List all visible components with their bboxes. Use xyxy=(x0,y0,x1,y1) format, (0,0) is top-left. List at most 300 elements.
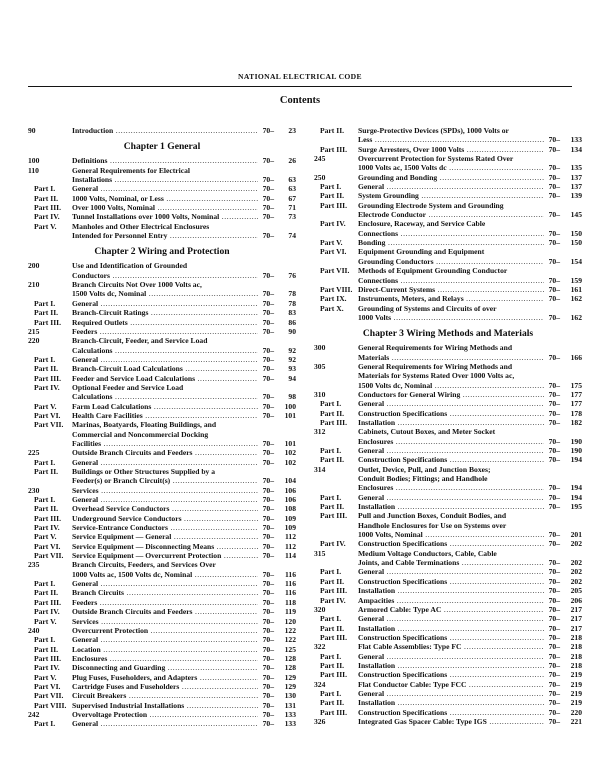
toc-page-prefix: 70– xyxy=(548,614,560,624)
toc-entry-title-text: Direct-Current Systems ..... xyxy=(358,285,544,294)
toc-entry-title-text: Construction Specifications ..... xyxy=(358,577,544,586)
toc-page-number: 202 xyxy=(570,539,582,549)
toc-entry[interactable] xyxy=(28,560,296,569)
toc-entry-part: Part II. xyxy=(34,644,59,654)
toc-entry[interactable] xyxy=(314,446,582,455)
toc-entry[interactable] xyxy=(314,567,582,576)
toc-page-number: 221 xyxy=(570,716,582,726)
toc-entry[interactable] xyxy=(314,182,582,191)
toc-entry[interactable] xyxy=(28,663,296,672)
toc-entry-part: Part I. xyxy=(320,614,342,624)
toc-entry[interactable] xyxy=(314,418,582,427)
toc-entry[interactable] xyxy=(314,521,582,530)
toc-entry[interactable] xyxy=(28,430,296,439)
toc-page-prefix: 70– xyxy=(262,203,274,213)
toc-entry-title-text: General Requirements for Electrical xyxy=(72,165,191,175)
toc-entry[interactable] xyxy=(314,257,582,266)
toc-entry-part: Part VII. xyxy=(320,266,350,276)
toc-entry[interactable] xyxy=(28,579,296,588)
toc-entry[interactable] xyxy=(28,289,296,298)
toc-entry-title-text: Location ..... xyxy=(72,645,258,654)
toc-entry-part: Part III. xyxy=(34,513,61,523)
toc-entry-part: Part II. xyxy=(320,191,345,201)
toc-entry-title xyxy=(358,717,544,726)
toc-entry[interactable] xyxy=(28,374,296,383)
chapter-heading: Chapter 3 Wiring Methods and Materials xyxy=(362,327,534,339)
toc-entry[interactable] xyxy=(28,336,296,345)
toc-entry[interactable] xyxy=(28,383,296,392)
toc-entry-title xyxy=(358,680,544,689)
toc-page-prefix: 70– xyxy=(262,317,274,327)
toc-page-number: 159 xyxy=(570,275,582,285)
toc-page-number: 108 xyxy=(284,504,296,514)
toc-entry-title xyxy=(358,266,544,275)
toc-entry-title-text: Surge Arresters, Over 1000 Volts ..... xyxy=(358,145,544,154)
toc-entry-title xyxy=(72,458,258,467)
toc-page-number: 112 xyxy=(285,541,296,551)
toc-page-prefix: 70– xyxy=(262,523,274,533)
toc-page-number: 78 xyxy=(288,289,296,299)
toc-entry[interactable] xyxy=(314,624,582,633)
toc-entry-title-text: General ..... xyxy=(358,689,544,698)
toc-entry[interactable] xyxy=(28,635,296,644)
toc-entry[interactable] xyxy=(28,411,296,420)
toc-entry[interactable] xyxy=(314,474,582,483)
toc-entry-part: Part II. xyxy=(320,623,345,633)
toc-page-prefix: 70– xyxy=(262,532,274,542)
toc-entry[interactable] xyxy=(314,285,582,294)
toc-entry[interactable] xyxy=(314,343,582,352)
toc-entry-title-text: Marinas, Boatyards, Floating Buildings, and xyxy=(72,420,217,430)
toc-entry[interactable] xyxy=(28,551,296,560)
toc-entry[interactable] xyxy=(314,294,582,303)
toc-entry-title-text: 1500 Volts dc, Nominal ..... xyxy=(72,289,258,298)
toc-entry[interactable] xyxy=(28,570,296,579)
toc-entry[interactable] xyxy=(314,680,582,689)
toc-entry-title xyxy=(72,420,258,429)
toc-entry[interactable] xyxy=(314,313,582,322)
toc-page-number: 218 xyxy=(570,642,582,652)
toc-page-number: 78 xyxy=(288,298,296,308)
toc-entry-part: Part III. xyxy=(34,373,61,383)
toc-entry[interactable] xyxy=(314,586,582,595)
toc-entry-title-text: Materials for Systems Rated Over 1000 Volts ac, xyxy=(358,371,515,381)
toc-page-prefix: 70– xyxy=(548,352,560,362)
toc-entry-title xyxy=(72,308,258,317)
toc-entry-title-text: Grounding Conductors ..... xyxy=(358,257,544,266)
toc-entry[interactable] xyxy=(28,476,296,485)
toc-entry[interactable] xyxy=(314,362,582,371)
toc-entry-title xyxy=(358,247,544,256)
toc-entry[interactable] xyxy=(314,493,582,502)
toc-entry[interactable] xyxy=(314,304,582,313)
toc-page-number: 219 xyxy=(570,698,582,708)
toc-page-number: 217 xyxy=(570,623,582,633)
toc-entry-title xyxy=(358,145,544,154)
toc-entry[interactable] xyxy=(28,203,296,212)
toc-entry[interactable] xyxy=(28,448,296,457)
toc-entry[interactable] xyxy=(314,577,582,586)
toc-entry[interactable] xyxy=(28,532,296,541)
toc-page-number: 74 xyxy=(288,231,296,241)
toc-entry[interactable] xyxy=(314,539,582,548)
toc-entry[interactable] xyxy=(314,708,582,717)
toc-entry[interactable] xyxy=(314,126,582,135)
toc-entry-title-text: Feeders ..... xyxy=(72,327,258,336)
toc-entry-part: Part II. xyxy=(320,408,345,418)
toc-entry[interactable] xyxy=(314,229,582,238)
toc-entry-title xyxy=(358,409,544,418)
toc-entry[interactable] xyxy=(314,238,582,247)
toc-entry-part: Part IV. xyxy=(34,607,60,617)
toc-entry-title xyxy=(72,439,258,448)
toc-entry[interactable] xyxy=(28,467,296,476)
toc-entry-title-text: Over 1000 Volts, Nominal ..... xyxy=(72,203,258,212)
toc-entry[interactable] xyxy=(314,353,582,362)
toc-page-number: 102 xyxy=(284,448,296,458)
toc-page-prefix: 70– xyxy=(262,410,274,420)
toc-entry[interactable] xyxy=(28,673,296,682)
toc-entry[interactable] xyxy=(28,156,296,165)
toc-entry-number: 100 xyxy=(28,156,40,166)
toc-page-prefix: 70– xyxy=(262,616,274,626)
toc-entry-part: Part VII. xyxy=(34,551,64,561)
toc-entry[interactable] xyxy=(314,276,582,285)
toc-entry-title xyxy=(358,596,544,605)
toc-entry-title-text: Required Outlets ..... xyxy=(72,318,258,327)
toc-entry-title-text: Enclosure, Raceway, and Service Cable xyxy=(358,219,486,229)
toc-entry-title-text: Bonding ..... xyxy=(358,238,544,247)
toc-entry[interactable] xyxy=(28,364,296,373)
running-head-area xyxy=(28,72,572,90)
toc-entry-title xyxy=(358,558,544,567)
toc-entry[interactable] xyxy=(314,605,582,614)
toc-entry-title-text: General ..... xyxy=(358,652,544,661)
toc-entry-part: Part I. xyxy=(34,298,56,308)
toc-entry-title-text: General ..... xyxy=(72,635,258,644)
toc-page-number: 101 xyxy=(284,410,296,420)
toc-entry-title xyxy=(358,399,544,408)
toc-entry-title xyxy=(72,383,258,392)
toc-entry-title-text: Less ..... xyxy=(358,135,544,144)
toc-entry-title xyxy=(72,719,258,728)
toc-entry-number: 326 xyxy=(314,716,326,726)
toc-entry-part: Part IV. xyxy=(320,219,346,229)
toc-entry[interactable] xyxy=(28,271,296,280)
toc-page-number: 122 xyxy=(284,625,296,635)
toc-entry[interactable] xyxy=(28,607,296,616)
toc-entry-title-text: Overvoltage Protection ..... xyxy=(72,710,258,719)
toc-entry-number: 322 xyxy=(314,642,326,652)
toc-entry[interactable] xyxy=(28,523,296,532)
toc-page-number: 219 xyxy=(570,670,582,680)
toc-entry-title xyxy=(72,402,258,411)
toc-entry[interactable] xyxy=(28,280,296,289)
toc-entry-title-text: General ..... xyxy=(358,614,544,623)
toc-page-number: 150 xyxy=(570,238,582,248)
toc-page-number: 92 xyxy=(288,345,296,355)
toc-page-prefix: 70– xyxy=(262,476,274,486)
toc-entry-part: Part II. xyxy=(320,576,345,586)
toc-entry[interactable] xyxy=(314,717,582,726)
toc-page-prefix: 70– xyxy=(548,284,560,294)
toc-entry-title-text: Installations ..... xyxy=(72,175,258,184)
toc-page-prefix: 70– xyxy=(262,373,274,383)
toc-page-prefix: 70– xyxy=(548,604,560,614)
toc-entry[interactable] xyxy=(28,392,296,401)
toc-column-left xyxy=(28,126,296,770)
toc-entry[interactable] xyxy=(314,670,582,679)
toc-page-number: 161 xyxy=(570,284,582,294)
toc-entry[interactable] xyxy=(314,219,582,228)
toc-entry[interactable] xyxy=(28,222,296,231)
toc-entry[interactable] xyxy=(28,626,296,635)
toc-entry[interactable] xyxy=(314,409,582,418)
toc-entry[interactable] xyxy=(28,212,296,221)
toc-entry[interactable] xyxy=(314,698,582,707)
toc-entry[interactable] xyxy=(28,346,296,355)
toc-entry[interactable] xyxy=(314,633,582,642)
toc-page-number: 219 xyxy=(570,688,582,698)
toc-entry-title-text: Service-Entrance Conductors ..... xyxy=(72,523,258,532)
toc-entry-title xyxy=(72,261,258,270)
toc-entry[interactable] xyxy=(314,381,582,390)
toc-entry-part: Part III. xyxy=(34,203,61,213)
toc-entry[interactable] xyxy=(314,247,582,256)
toc-entry-number: 90 xyxy=(28,126,36,135)
toc-entry[interactable] xyxy=(314,163,582,172)
toc-page-prefix: 70– xyxy=(262,392,274,402)
toc-entry-part: Part IV. xyxy=(34,523,60,533)
toc-entry-title-text: System Grounding ..... xyxy=(358,191,544,200)
toc-entry-title-text: General ..... xyxy=(72,458,258,467)
toc-page-number: 194 xyxy=(570,483,582,493)
toc-entry-title-text: Joints, and Cable Terminations ..... xyxy=(358,558,544,567)
toc-page-prefix: 70– xyxy=(262,700,274,710)
toc-entry[interactable] xyxy=(314,399,582,408)
toc-entry-title-text: Installation ..... xyxy=(358,418,544,427)
toc-page-prefix: 70– xyxy=(262,495,274,505)
toc-entry[interactable] xyxy=(314,135,582,144)
toc-page-number: 202 xyxy=(570,567,582,577)
toc-entry[interactable] xyxy=(314,201,582,210)
toc-entry-title-text: Materials ..... xyxy=(358,353,544,362)
toc-entry[interactable] xyxy=(28,598,296,607)
toc-page-number: 71 xyxy=(288,203,296,213)
toc-entry-part: Part VI. xyxy=(320,247,347,257)
toc-entry[interactable] xyxy=(314,465,582,474)
toc-page-prefix: 70– xyxy=(262,672,274,682)
toc-entry-number: 315 xyxy=(314,548,326,558)
toc-entry-title xyxy=(72,175,258,184)
toc-entry-title xyxy=(72,532,258,541)
toc-entry[interactable] xyxy=(314,530,582,539)
toc-entry[interactable] xyxy=(28,645,296,654)
toc-entry[interactable] xyxy=(28,299,296,308)
toc-page-prefix: 70– xyxy=(262,644,274,654)
toc-page-prefix: 70– xyxy=(548,539,560,549)
toc-page-number: 125 xyxy=(284,644,296,654)
toc-entry[interactable] xyxy=(314,427,582,436)
toc-entry-part: Part VIII. xyxy=(34,700,67,710)
toc-page-number: 63 xyxy=(288,184,296,194)
toc-entry-number: 300 xyxy=(314,343,326,353)
toc-entry[interactable] xyxy=(314,154,582,163)
toc-page-number: 177 xyxy=(570,399,582,409)
toc-entry[interactable] xyxy=(28,486,296,495)
toc-entry-number: 220 xyxy=(28,336,40,346)
toc-entry-number: 210 xyxy=(28,280,40,290)
toc-page-number: 102 xyxy=(284,457,296,467)
toc-entry-title-text: Farm Load Calculations ..... xyxy=(72,402,258,411)
toc-entry-part: Part III. xyxy=(320,670,347,680)
toc-entry-number: 215 xyxy=(28,326,40,336)
toc-page-prefix: 70– xyxy=(262,308,274,318)
toc-entry-title-text: Optional Feeder and Service Load xyxy=(72,382,184,392)
toc-entry[interactable] xyxy=(314,173,582,182)
toc-entry[interactable] xyxy=(28,308,296,317)
toc-entry-title-text: Installation ..... xyxy=(358,698,544,707)
toc-entry-part: Part II. xyxy=(34,467,59,476)
toc-entry-title-text: Manholes and Other Electrical Enclosures xyxy=(72,221,210,231)
toc-entry[interactable] xyxy=(28,617,296,626)
toc-entry-part: Part II. xyxy=(34,364,59,374)
toc-entry[interactable] xyxy=(314,455,582,464)
toc-entry-part: Part II. xyxy=(34,193,59,203)
toc-entry-title xyxy=(358,670,544,679)
toc-entry-part: Part I. xyxy=(320,688,342,698)
toc-page-prefix: 70– xyxy=(262,513,274,523)
toc-entry[interactable] xyxy=(314,437,582,446)
toc-entry-title xyxy=(72,626,258,635)
toc-entry-title-text: Construction Specifications ..... xyxy=(358,708,544,717)
toc-entry[interactable] xyxy=(28,402,296,411)
toc-entry-title-text: General Requirements for Wiring Methods and xyxy=(358,361,513,371)
toc-entry[interactable] xyxy=(28,710,296,719)
toc-entry[interactable] xyxy=(314,689,582,698)
toc-page-prefix: 70– xyxy=(548,558,560,568)
toc-entry-title-text: Conduit Bodies; Fittings; and Handhole xyxy=(358,474,488,484)
toc-entry-title-text: Overcurrent Protection ..... xyxy=(72,626,258,635)
toc-page-number: 112 xyxy=(285,532,296,542)
toc-page-number: 218 xyxy=(570,651,582,661)
toc-entry[interactable] xyxy=(28,355,296,364)
toc-page-number: 106 xyxy=(284,495,296,505)
toc-entry[interactable] xyxy=(28,420,296,429)
toc-entry-title-text: Branch Circuits, Feeders, and Services Over xyxy=(72,560,216,570)
toc-entry-title xyxy=(72,467,258,476)
toc-page-number: 194 xyxy=(570,455,582,465)
toc-entry[interactable] xyxy=(314,483,582,492)
toc-entry[interactable] xyxy=(314,661,582,670)
toc-entry-title xyxy=(358,238,544,247)
toc-entry[interactable] xyxy=(314,596,582,605)
toc-entry-part: Part V. xyxy=(34,221,57,231)
toc-entry-title xyxy=(72,156,258,165)
toc-entry-title xyxy=(72,701,258,710)
toc-entry-title xyxy=(72,486,258,495)
toc-entry[interactable] xyxy=(28,504,296,513)
toc-entry-title-text: Branch-Circuit, Feeder, and Service Load xyxy=(72,336,208,346)
toc-entry[interactable] xyxy=(314,210,582,219)
toc-entry-title xyxy=(358,446,544,455)
toc-entry-title-text: Conductors ..... xyxy=(72,271,258,280)
toc-page-prefix: 70– xyxy=(262,597,274,607)
toc-entry[interactable] xyxy=(314,371,582,380)
toc-entry[interactable] xyxy=(28,654,296,663)
toc-entry[interactable] xyxy=(314,511,582,520)
toc-entry-title-text: Electrode Conductor ..... xyxy=(358,210,544,219)
toc-entry-title-text: General ..... xyxy=(358,399,544,408)
toc-entry[interactable] xyxy=(28,231,296,240)
toc-entry[interactable] xyxy=(314,652,582,661)
toc-entry[interactable] xyxy=(28,194,296,203)
toc-entry-title-text: Cabinets, Cutout Boxes, and Meter Socket xyxy=(358,427,496,437)
toc-entry[interactable] xyxy=(314,390,582,399)
toc-entry[interactable] xyxy=(314,502,582,511)
toc-entry-title-text: Plug Fuses, Fuseholders, and Adapters ..... xyxy=(72,673,258,682)
toc-page-prefix: 70– xyxy=(262,270,274,280)
toc-entry-title xyxy=(72,212,258,221)
toc-page-number: 145 xyxy=(570,210,582,220)
toc-page-number: 116 xyxy=(285,569,296,579)
toc-entry[interactable] xyxy=(28,184,296,193)
toc-entry[interactable] xyxy=(314,191,582,200)
toc-entry[interactable] xyxy=(28,318,296,327)
toc-entry-part: Part III. xyxy=(320,144,347,154)
toc-entry[interactable] xyxy=(28,126,296,135)
toc-entry[interactable] xyxy=(28,261,296,270)
toc-entry[interactable] xyxy=(28,495,296,504)
toc-entry[interactable] xyxy=(28,175,296,184)
toc-entry[interactable] xyxy=(28,682,296,691)
toc-entry-title-text: 1000 Volts ac, 1500 Volts dc ..... xyxy=(358,163,544,172)
toc-entry[interactable] xyxy=(28,588,296,597)
toc-entry[interactable] xyxy=(28,691,296,700)
toc-entry-part: Part II. xyxy=(34,504,59,514)
toc-entry-title-text: Cartridge Fuses and Fuseholders ..... xyxy=(72,682,258,691)
toc-entry[interactable] xyxy=(28,719,296,728)
toc-entry-title xyxy=(72,588,258,597)
toc-entry-title xyxy=(72,126,258,135)
toc-entry[interactable] xyxy=(28,542,296,551)
toc-entry[interactable] xyxy=(314,558,582,567)
toc-entry-title-text: Calculations ..... xyxy=(72,392,258,401)
toc-entry[interactable] xyxy=(314,614,582,623)
toc-entry-title xyxy=(72,673,258,682)
toc-entry[interactable] xyxy=(314,642,582,651)
toc-entry[interactable] xyxy=(314,145,582,154)
toc-entry[interactable] xyxy=(314,266,582,275)
toc-entry[interactable] xyxy=(314,549,582,558)
toc-entry-title-text: Branch Circuits ..... xyxy=(72,588,258,597)
toc-entry-number: 250 xyxy=(314,172,326,182)
toc-entry[interactable] xyxy=(28,514,296,523)
toc-page-prefix: 70– xyxy=(548,492,560,502)
toc-entry[interactable] xyxy=(28,166,296,175)
toc-entry[interactable] xyxy=(28,458,296,467)
toc-entry[interactable] xyxy=(28,701,296,710)
toc-entry-title xyxy=(358,493,544,502)
toc-entry-title-text: General ..... xyxy=(72,355,258,364)
toc-entry-title-text: General ..... xyxy=(72,495,258,504)
toc-column-right xyxy=(314,126,582,770)
toc-entry-title xyxy=(358,437,544,446)
toc-entry[interactable] xyxy=(28,327,296,336)
toc-entry-title-text: Supervised Industrial Installations ..... xyxy=(72,701,258,710)
toc-entry-number: 305 xyxy=(314,361,326,371)
toc-entry[interactable] xyxy=(28,439,296,448)
